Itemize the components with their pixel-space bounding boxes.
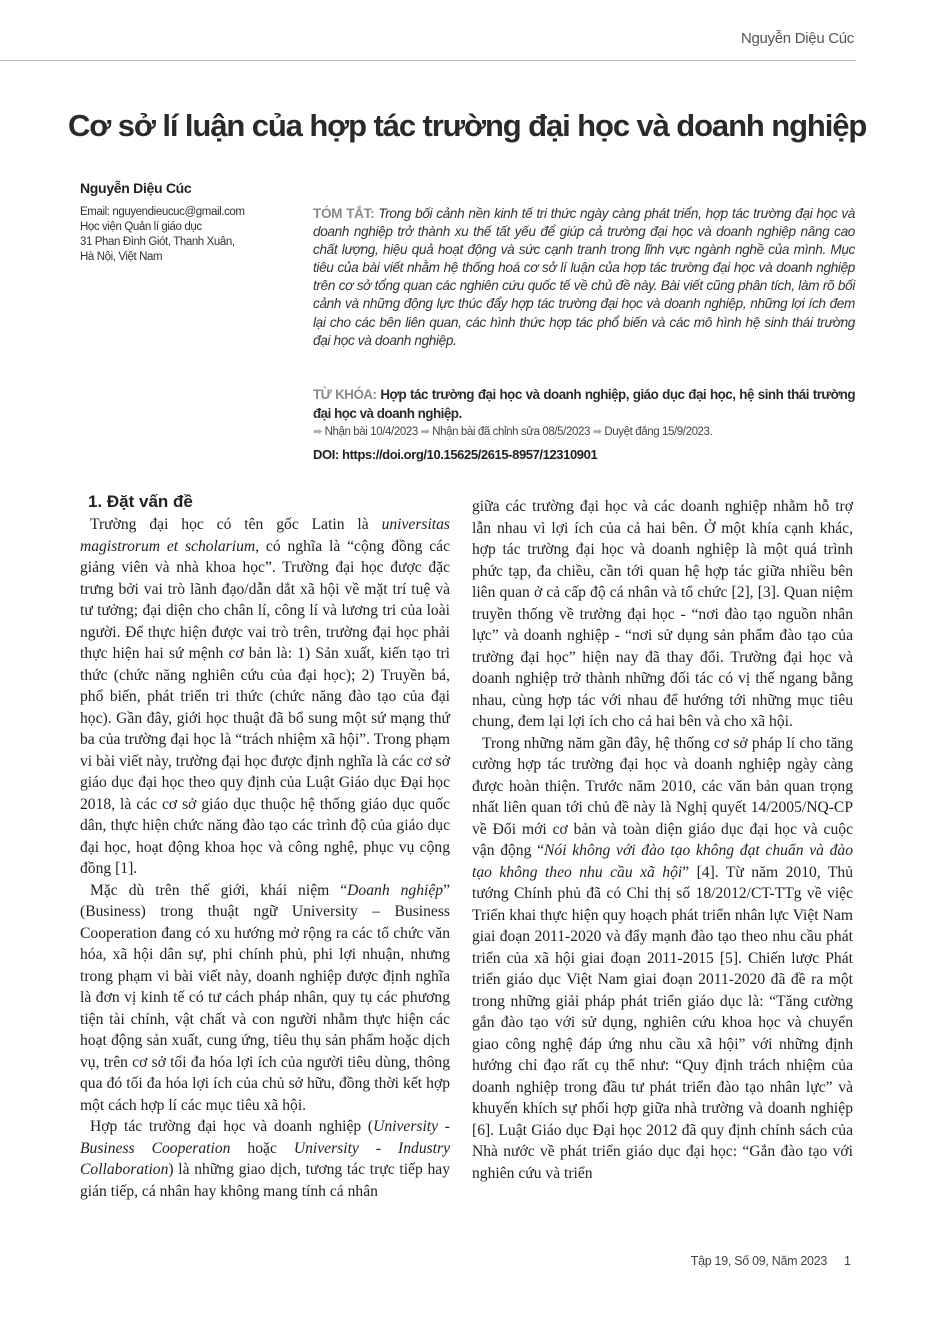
issue-info: Tập 19, Số 09, Năm 2023: [690, 1254, 827, 1268]
text-run: Hợp tác trường đại học và doanh nghiệp (: [90, 1118, 374, 1135]
italic-text: Doanh nghiệp: [347, 881, 444, 899]
accepted-date: Duyệt đăng 15/9/2023.: [604, 426, 713, 438]
abstract-label: TÓM TẮT:: [313, 206, 375, 221]
keywords-label: TỪ KHÓA:: [313, 387, 377, 402]
text-run: ” (Business) trong thuật ngữ University – Business Cooperation đang có xu hướng mở rộng ra các tổ chức văn hóa, xã hội dân sự, phi chính phủ, phi lợi nhuận, nhưng trong phạm vi bài viết này, doanh nghiệp được định nghĩa là đơn vị kinh tế có tư cách pháp nhân, quy tụ các phương tiện tài chính, vật chất và con người nhằm thực hiện các hoạt động sản xuất, cung ứng, tiêu thụ sản phẩm hoặc dịch vụ, trên cơ sở tối đa hóa lợi ích của người tiêu dùng, thông qua đó tối đa hóa lợi ích của chủ sở hữu, đồng thời kết hợp một cách hợp lí các mục tiêu xã hội.: [80, 881, 450, 1114]
arrow-right-icon: ➡: [313, 426, 322, 438]
body-paragraph: [80, 880, 450, 1117]
text-run: hoặc: [230, 1139, 294, 1157]
author-address-line: Hà Nội, Việt Nam: [80, 251, 163, 263]
article-title: Cơ sở lí luận của hợp tác trường đại học và doanh nghiệp: [68, 108, 867, 143]
italic-text: universitas magistrorum et scholarium: [80, 516, 450, 555]
author-address-line: 31 Phan Đình Giót, Thanh Xuân,: [80, 236, 235, 248]
body-column-left: [80, 490, 450, 1202]
body-paragraph: [80, 1116, 450, 1202]
text-run: ) là những giao dịch, tương tác trực tiếp hay gián tiếp, cá nhân hay không mang tính cá nhân: [80, 1161, 450, 1200]
text-run: giữa các trường đại học và các doanh nghiệp nhằm hỗ trợ lẫn nhau vì lợi ích của cả hai bên. Ở một khía cạnh khác, hợp tác trường đại học và doanh nghiệp là một quá trình phức tạp, đa chiều, cần tới quan hệ hợp tác giữa nhiều bên liên quan ở cả cấp độ cá nhân và tổ chức [2], [3]. Quan niệm truyền thống về trường đại học - “nơi đào tạo nguồn nhân lực” và doanh nghiệp - “nơi sử dụng sản phẩm đào tạo của trường đại học” hiện nay đã thay đổi. Trường đại học và doanh nghiệp trở thành những đối tác có vị thế ngang bằng nhau, cùng hợp tác với nhau để hướng tới những mục tiêu chung, đem lại lợi ích cho cả hai bên và cho xã hội.: [472, 498, 853, 730]
body-paragraph: [472, 496, 853, 733]
abstract-text: Trong bối cảnh nền kinh tế tri thức ngày càng phát triển, hợp tác trường đại học và doanh nghiệp trở thành xu thế tất yếu để giúp cả trường đại học và doanh nghiệp nâng cao chất lượng, hiệu quả hoạt động và sức cạnh tranh trong lĩnh vực ngành nghề của mình. Mục tiêu của bài viết nhằm hệ thống hoá cơ sở lí luận của hợp tác trường đại học và doanh nghiệp trên cơ sở tổng quan các nghiên cứu quốc tế về chủ đề này. Bài viết cũng phân tích, làm rõ bối cảnh và những động lực thúc đẩy hợp tác trường đại học và doanh nghiệp, những lợi ích đem lại cho các bên liên quan, các hình thức hợp tác phổ biến và các mô hình hệ sinh thái trường đại học và doanh nghiệp.: [313, 206, 855, 348]
header-divider: [0, 60, 856, 61]
author-institution: Học viện Quản lí giáo dục: [80, 221, 202, 233]
arrow-right-icon: ➡: [420, 426, 430, 438]
revised-date: Nhận bài đã chỉnh sửa 08/5/2023: [432, 426, 590, 438]
italic-text: Nói không với đào tạo không đạt chuẩn và đào tạo không theo nhu cầu xã hội: [472, 842, 854, 881]
abstract: [313, 205, 855, 350]
doi-link[interactable]: DOI: https://doi.org/10.15625/2615-8957/12310901: [313, 447, 598, 462]
italic-text: University - Industry Collaboration: [80, 1139, 451, 1178]
author-email[interactable]: Email: nguyendieucuc@gmail.com: [80, 206, 245, 218]
body-paragraph: [80, 514, 450, 880]
page-number: 1: [844, 1254, 851, 1268]
keywords: [313, 385, 855, 423]
text-run: Mặc dù trên thế giới, khái niệm “: [90, 881, 348, 899]
keywords-text: Hợp tác trường đại học và doanh nghiệp, giáo dục đại học, hệ sinh thái trường đại học và doanh nghiệp.: [313, 387, 855, 421]
received-date: Nhận bài 10/4/2023: [324, 426, 418, 438]
article-dates: [313, 425, 712, 438]
italic-text: University - Business Cooperation: [80, 1118, 450, 1157]
author-name: Nguyễn Diệu Cúc: [80, 180, 192, 196]
section-heading: 1. Đặt vấn đề: [88, 492, 193, 511]
author-affiliation: [80, 205, 245, 265]
running-header: Nguyễn Diệu Cúc: [740, 30, 854, 47]
text-run: , có nghĩa là “cộng đồng các giảng viên và nhà khoa học”. Trường đại học được đặc trưng bởi vai trò lãnh đạo/dẫn dắt xã hội về mặt trí tuệ và tư tưởng; đại diện cho chân lí, công lí và lương tri của loài người. Để thực hiện được vai trò trên, trường đại học phải thực hiện hai sứ mệnh cơ bản là: 1) Sản xuất, kiến tạo tri thức (chức năng nghiên cứu của đại học); 2) Truyền bá, phổ biến, phát triển tri thức (chức năng đào tạo của đại học). Gần đây, giới học thuật đã bổ sung một sứ mạng thứ ba của trường đại học là “trách nhiệm xã hội”. Trong phạm vi bài viết này, trường đại học được định nghĩa là các cơ sở giáo dục đại học theo quy định của Luật Giáo dục Đại học 2018, là các cơ sở giáo dục thuộc hệ thống giáo dục quốc dân, thực hiện chức năng đào tạo các trình độ của giáo dục đại học, hoạt động khoa học và công nghệ, phục vụ cộng đồng [1].: [80, 537, 450, 877]
text-run: Trong những năm gần đây, hệ thống cơ sở pháp lí cho tăng cường hợp tác trường đại học và doanh nghiệp ngày càng được hoàn thiện. Trước năm 2010, các văn bản quan trọng nhất liên quan tới chủ đề này là Nghị quyết 14/2005/NQ-CP về Đổi mới cơ bản và toàn diện giáo dục đại học và cuộc vận động “: [472, 734, 853, 859]
body-paragraph: [472, 733, 853, 1185]
body-column-right: [472, 496, 853, 1184]
arrow-right-icon: ➡: [592, 426, 602, 438]
text-run: ” [4]. Từ năm 2010, Thủ tướng Chính phủ đã có Chỉ thị số 18/2012/CT-TTg về việc Triển khai thực hiện quy hoạch phát triển nhân lực Việt Nam giai đoạn 2011-2020 và đẩy mạnh đào tạo theo nhu cầu phát triển của xã hội giai đoạn 2011-2015 [5]. Chiến lược Phát triển giáo dục Việt Nam giai đoạn 2011-2020 đã đề ra một trong những giải pháp phát triển giáo dục là: “Tăng cường gắn đào tạo với sử dụng, nghiên cứu khoa học và chuyển giao công nghệ đáp ứng nhu cầu xã hội” với những định hướng chỉ đạo rất cụ thể như: “Quy định trách nhiệm của doanh nghiệp trong đầu tư phát triển đào tạo nhân lực” và khuyến khích sự phối hợp giữa nhà trường và doanh nghiệp [6]. Luật Giáo dục Đại học 2012 đã quy định chính sách của Nhà nước về phát triển giáo dục đại học: “Gắn đào tạo với nghiên cứu và triển: [472, 863, 853, 1182]
text-run: Trường đại học có tên gốc Latin là: [90, 516, 382, 533]
